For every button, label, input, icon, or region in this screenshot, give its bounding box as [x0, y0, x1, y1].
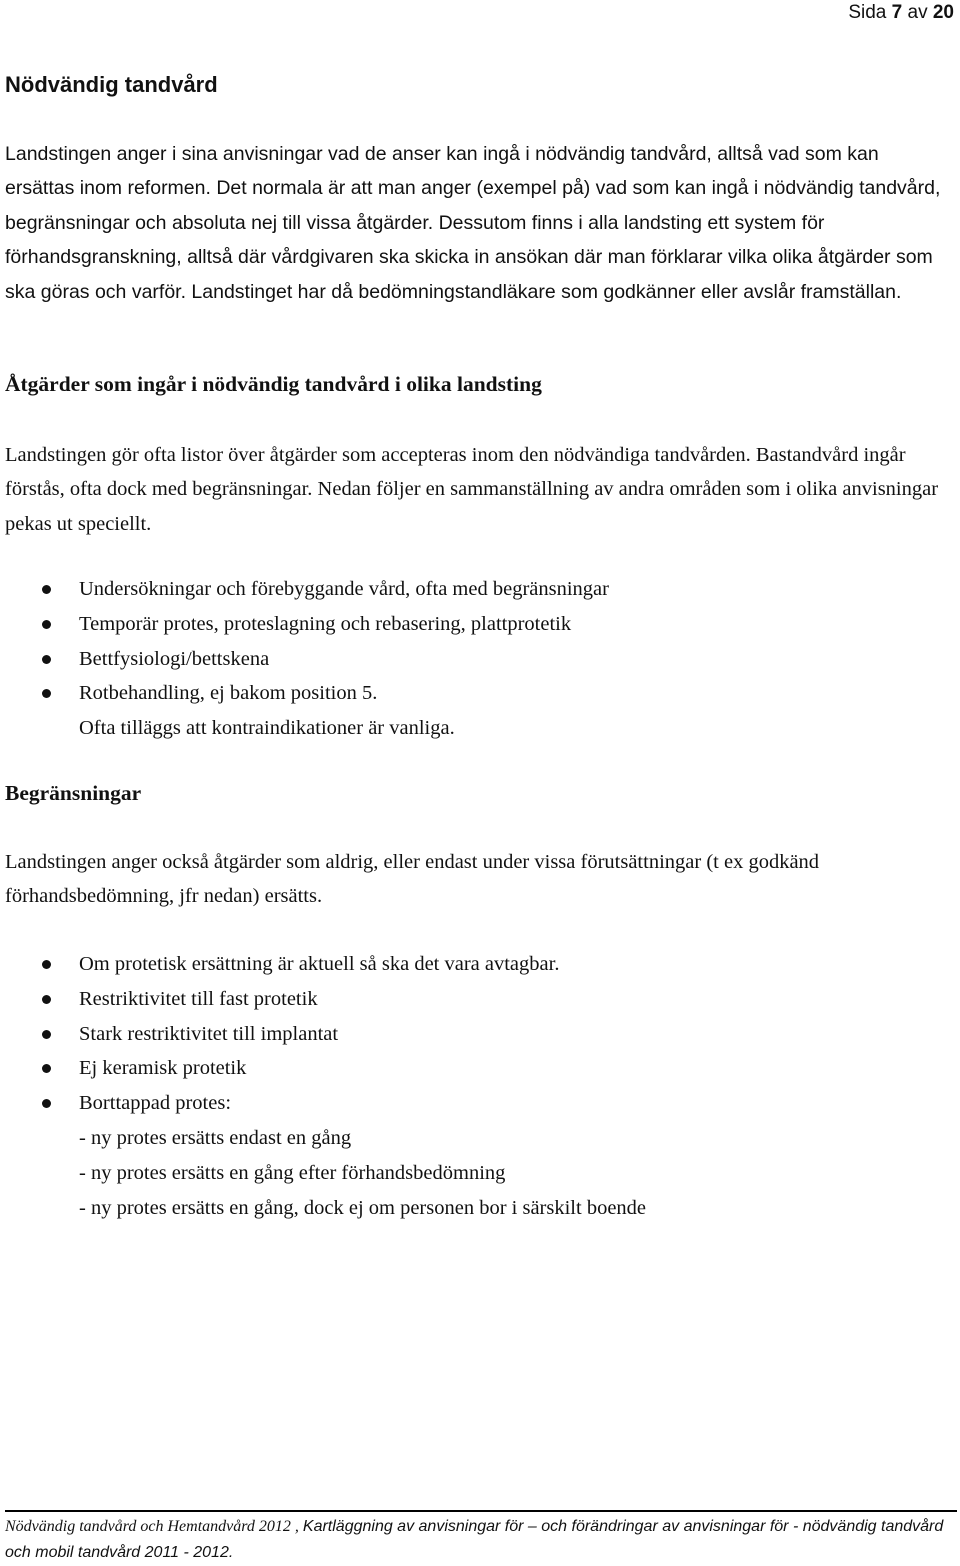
page-label: Sida [848, 2, 887, 23]
bullet-icon [42, 620, 51, 629]
section1-bullet-list [0, 572, 609, 746]
section1-paragraph: Landstingen gör ofta listor över åtgärder som accepteras inom den nödvändiga tandvården. Bastandvård ingår förstås, ofta dock med begränsningar. Nedan följer en sammanställning av andra områden som i olika anvisningar pekas ut speciellt. [5, 444, 939, 535]
list-item: Rotbehandling, ej bakom position 5. Ofta tilläggs att kontraindikationer är vanliga. [0, 676, 609, 746]
current-page: 7 [891, 2, 903, 23]
intro-paragraph: Landstingen anger i sina anvisningar vad de anser kan ingå i nödvändig tandvård, alltså vad som kan ersättas inom reformen. Det normala är att man anger (exempel på) vad som kan ingå i nödvändig tandvård, begränsningar och absoluta nej till vissa åtgärder. Dessutom finns i alla landsting ett system för förhandsgranskning, alltså där vårdgivaren ska skicka in ansökan där man förklarar vilka olika åtgärder som ska göras och varför. Landstinget har då bedömningstandläkare som godkänner eller avslår framställan. [5, 143, 941, 303]
section2-paragraph: Landstingen anger också åtgärder som aldrig, eller endast under vissa förutsättningar (t ex godkänd förhandsbedömning, jfr nedan) ersätts. [5, 851, 820, 908]
list-item: Temporär protes, proteslagning och rebasering, plattprotetik [0, 607, 609, 642]
total-pages: 20 [932, 2, 954, 23]
page-footer [5, 1514, 955, 1566]
bullet-icon [42, 689, 51, 698]
list-item: Borttappad protes: - ny protes ersätts endast en gång - ny protes ersätts en gång efter förhandsbedömning - ny protes ersätts en gång, dock ej om personen bor i särskilt boende [0, 1086, 646, 1225]
bullet-icon [42, 655, 51, 664]
list-item: Bettfysiologi/bettskena [0, 642, 609, 677]
footer-doc-subtitle: Kartläggning av anvisningar för – och förändringar av anvisningar för - nödvändig tandvård och mobil tandvård 2011 - 2012. [5, 1518, 944, 1561]
bullet-icon [42, 960, 51, 969]
footer-divider [5, 1510, 957, 1512]
sub-line: - ny protes ersätts endast en gång [79, 1126, 352, 1149]
footer-doc-title: Nödvändig tandvård och Hemtandvård 2012 , [5, 1518, 299, 1535]
list-item: Undersökningar och förebyggande vård, ofta med begränsningar [0, 572, 609, 607]
sub-line: - ny protes ersätts en gång, dock ej om personen bor i särskilt boende [79, 1196, 647, 1219]
list-item: Restriktivitet till fast protetik [0, 982, 646, 1017]
page-number-header [848, 2, 954, 24]
list-item-continuation: Ofta tilläggs att kontraindikationer är vanliga. [79, 717, 455, 740]
list-item: Ej keramisk protetik [0, 1051, 646, 1086]
list-item: Om protetisk ersättning är aktuell så ska det vara avtagbar. [0, 947, 646, 982]
bullet-icon [42, 1030, 51, 1039]
bullet-icon [42, 1099, 51, 1108]
section-heading-atgarder: Åtgärder som ingår i nödvändig tandvård i olika landsting [5, 372, 542, 396]
section-heading-begransningar: Begränsningar [5, 781, 142, 805]
bullet-icon [42, 995, 51, 1004]
page-of-label: av [907, 2, 928, 23]
bullet-icon [42, 585, 51, 594]
page-title: Nödvändig tandvård [5, 72, 218, 97]
sub-line: - ny protes ersätts en gång efter förhandsbedömning [79, 1161, 506, 1184]
bullet-icon [42, 1064, 51, 1073]
section2-bullet-list [0, 947, 646, 1225]
list-item: Stark restriktivitet till implantat [0, 1017, 646, 1052]
